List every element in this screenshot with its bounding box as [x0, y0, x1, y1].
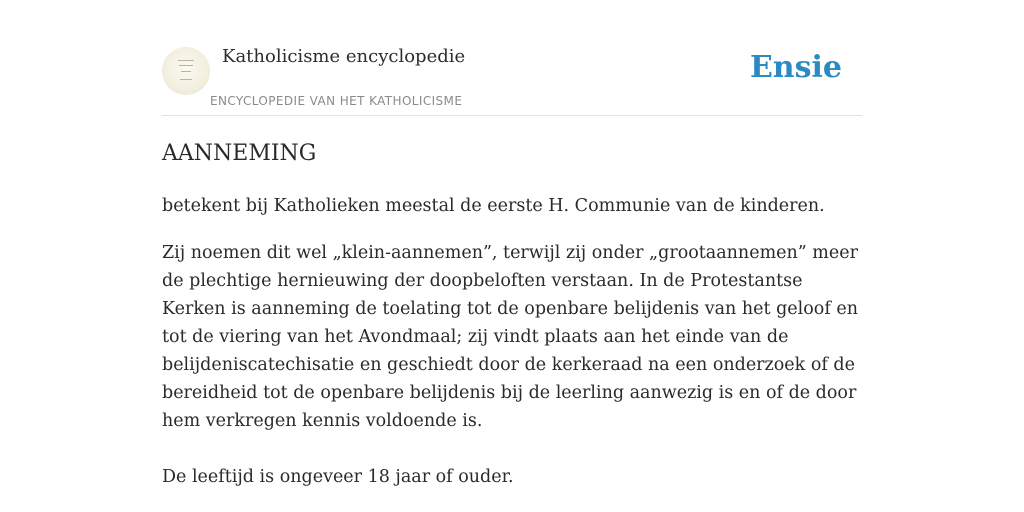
book-cover-icon[interactable]: [162, 47, 210, 95]
site-header: [162, 44, 862, 116]
article-paragraph: betekent bij Katholieken meestal de eerste H. Communie van de kinderen.: [162, 196, 825, 216]
site-subtitle: ENCYCLOPEDIE VAN HET KATHOLICISME: [210, 94, 463, 108]
article-title: AANNEMING: [162, 141, 317, 166]
article-paragraph: Zij noemen dit wel „klein-aannemen”, terwijl zij onder „grootaannemen” meer de plechtige hernieuwing der doopbeloften verstaan. In de Protestantse Kerken is aanneming de toelating tot de openbare belijdenis van het geloof en tot de viering van het Avondmaal; zij vindt plaats aan het einde van de belijdeniscatechisatie en geschiedt door de kerkeraad na een onderzoek of de bereidheid tot de openbare belijdenis bij de leerling aanwezig is en of de door hem verkregen kennis voldoende is. De leeftijd is ongeveer 18 jaar of ouder.: [162, 243, 858, 487]
ensie-logo[interactable]: Ensie: [749, 50, 842, 85]
article: [162, 138, 868, 491]
site-title-link[interactable]: Katholicisme encyclopedie: [222, 46, 466, 67]
